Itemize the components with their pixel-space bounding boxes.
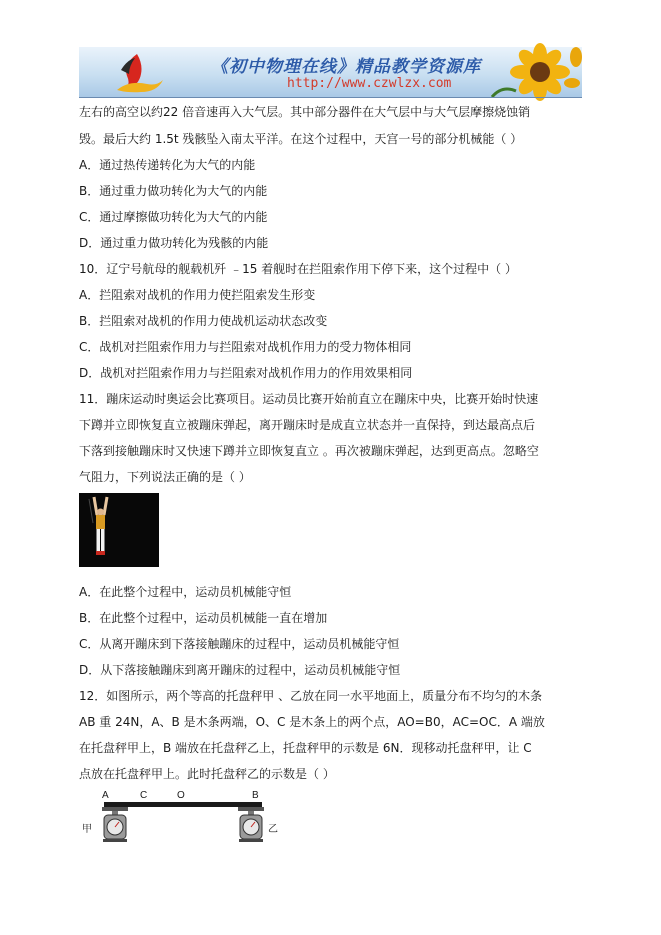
option-b: B．拦阻索对战机的作用力使战机运动状态改变 (79, 314, 328, 328)
gymnast-icon (79, 493, 159, 567)
text-line: 在托盘秤甲上，B 端放在托盘秤乙上，托盘秤甲的示数是 6N．现移动托盘秤甲，让 C (79, 741, 532, 755)
text-line: 下蹲并立即恢复直立被蹦床弹起，离开蹦床时是成直立状态并一直保持，到达最高点后 (79, 418, 536, 432)
wooden-bar (104, 802, 262, 807)
option-a: A．通过热传递转化为大气的内能 (79, 158, 256, 172)
label-a: A (102, 790, 109, 801)
scale-left-icon (102, 807, 128, 842)
trampoline-photo (79, 493, 159, 567)
label-c: C (140, 790, 148, 801)
option-a: A．在此整个过程中，运动员机械能守恒 (79, 585, 292, 599)
label-scale-left: 甲 (82, 824, 92, 835)
text-line: 点放在托盘秤甲上。此时托盘秤乙的示数是（ ） (79, 767, 335, 781)
label-o: O (177, 790, 185, 801)
header-banner (79, 47, 582, 97)
question-12: 12．如图所示，两个等高的托盘秤甲 、乙放在同一水平地面上，质量分布不均匀的木条 (79, 689, 543, 703)
sunflower-icon (482, 47, 582, 97)
text-line: 毁。最后大约 1.5t 残骸坠入南太平洋。在这个过程中，天宫一号的部分机械能（ ） (79, 132, 523, 146)
header-title: 《初中物理在线》精品教学资源库 (211, 57, 481, 77)
text-line: 左右的高空以约22 倍音速再入大气层。其中部分器件在大气层中与大气层摩擦烧蚀销 (79, 105, 531, 119)
option-d: D．从下落接触蹦床到离开蹦床的过程中，运动员机械能守恒 (79, 663, 401, 677)
text-line: 气阻力，下列说法正确的是（ ） (79, 470, 251, 484)
text-line: AB 重 24N，A、B 是木条两端，O、C 是木条上的两个点，AO=B0，AC=OC．A 端放 (79, 715, 545, 729)
option-c: C．通过摩擦做功转化为大气的内能 (79, 210, 268, 224)
scale-right-icon (238, 807, 264, 842)
question-11: 11．蹦床运动时奥运会比赛项目。运动员比赛开始前直立在蹦床中央，比赛开始时快速 (79, 392, 539, 406)
balance-scale-figure (82, 786, 282, 848)
label-scale-right: 乙 (268, 824, 278, 835)
option-c: C．从离开蹦床到下落接触蹦床的过程中，运动员机械能守恒 (79, 637, 400, 651)
option-c: C．战机对拦阻索作用力与拦阻索对战机作用力的受力物体相同 (79, 340, 412, 354)
site-logo-icon (107, 50, 167, 95)
question-10: 10．辽宁号航母的舰载机歼 ﹣15 着舰时在拦阻索作用下停下来，这个过程中（ ） (79, 262, 517, 276)
option-b: B．在此整个过程中，运动员机械能一直在增加 (79, 611, 328, 625)
header-divider (79, 97, 582, 98)
text-line: 下落到接触蹦床时又快速下蹲并立即恢复直立 。再次被蹦床弹起，达到更高点。忽略空 (79, 444, 539, 458)
header-url: http://www.czwlzx.com (287, 76, 452, 91)
label-b: B (252, 790, 259, 801)
option-d: D．战机对拦阻索作用力与拦阻索对战机作用力的作用效果相同 (79, 366, 413, 380)
option-b: B．通过重力做功转化为大气的内能 (79, 184, 268, 198)
option-a: A．拦阻索对战机的作用力使拦阻索发生形变 (79, 288, 316, 302)
option-d: D．通过重力做功转化为残骸的内能 (79, 236, 269, 250)
